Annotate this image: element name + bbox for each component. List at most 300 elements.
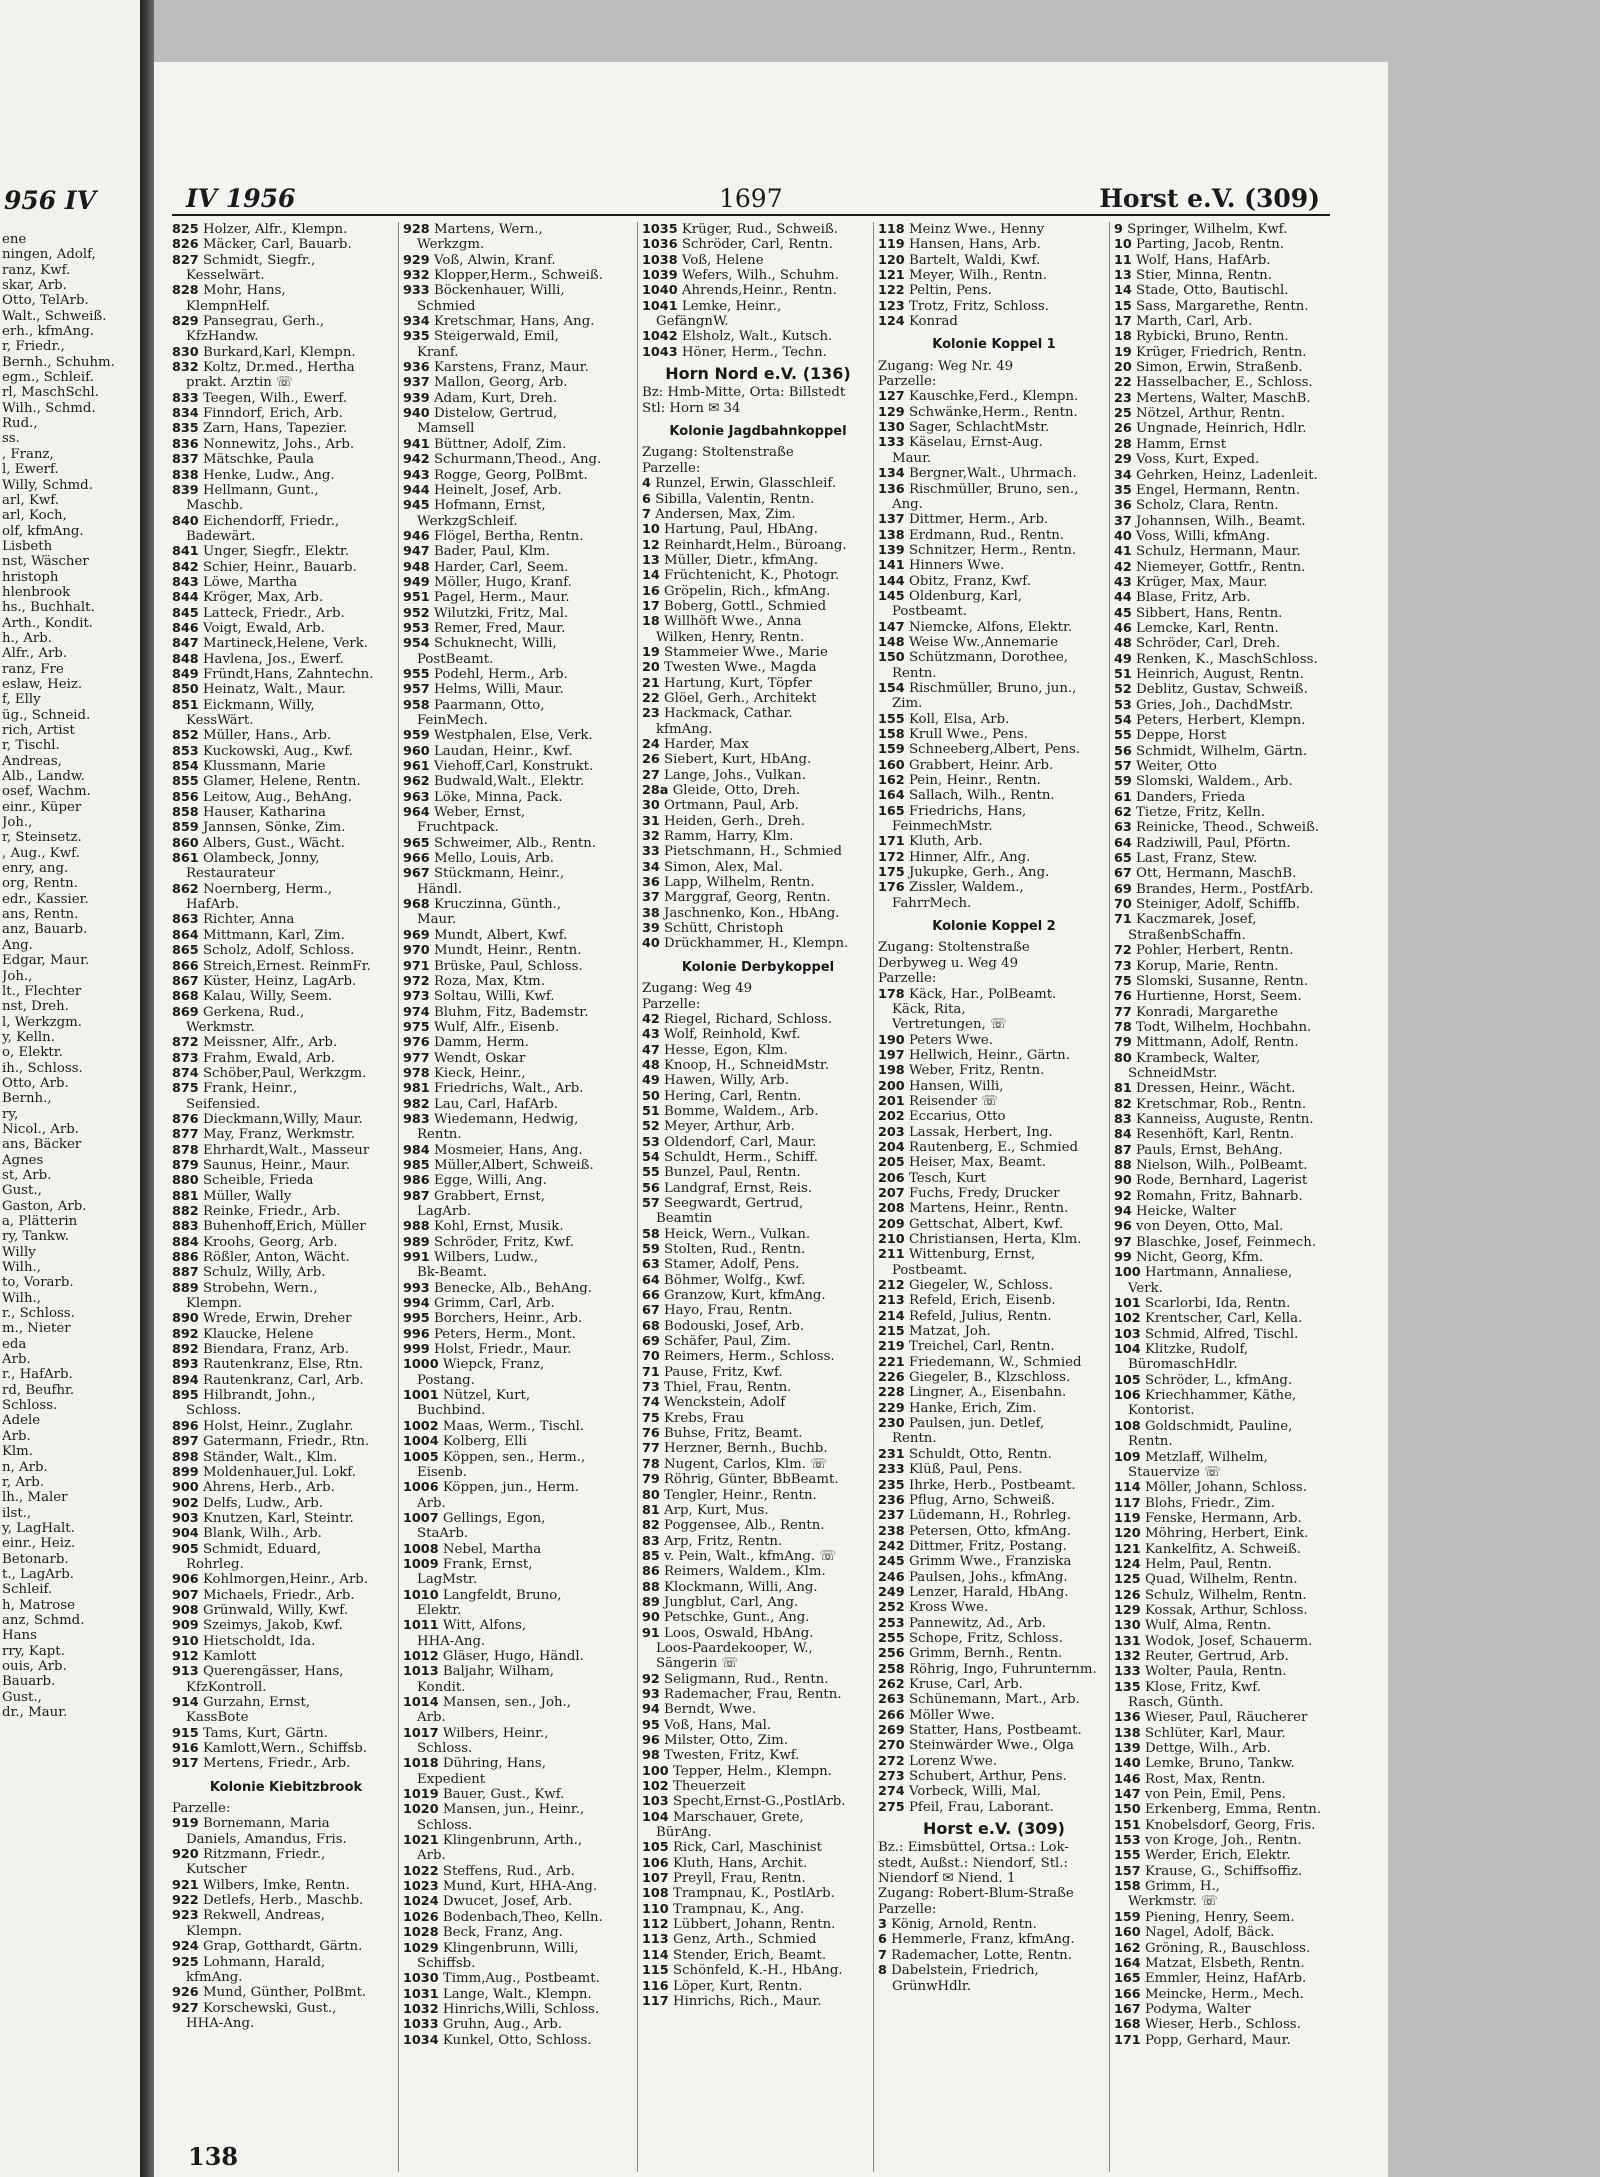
plot-entry [1114,959,1339,974]
plot-number: 53 [642,1134,660,1150]
plot-entry [642,1718,874,1733]
plot-entry [642,844,874,859]
plot-entry [878,1278,1110,1293]
plot-number: 880 [172,1173,199,1189]
plot-entry [172,1878,400,1893]
section-heading: Horn Nord e.V. (136) [665,364,851,384]
tenant-text: Noernberg, Herm., [202,881,332,897]
plot-entry [642,890,874,905]
tenant-text: Hinners Wwe. [908,558,1005,574]
plot-number: 46 [1114,620,1132,636]
plot-number: 948 [403,559,430,575]
plot-entry [172,406,400,421]
tenant-text: Matzat, Joh. [908,1324,991,1340]
plot-entry [1114,1879,1339,1894]
plot-entry [878,1079,1110,1094]
entry-continuation: Rentn. [892,1431,937,1447]
plot-entry [403,1112,638,1127]
tenant-text: May, Franz, Werkmstr. [202,1127,355,1143]
tenant-text: Buhse, Fritz, Beamt. [664,1426,803,1442]
tenant-text: Bornemann, Maria [202,1816,330,1832]
tenant-text: Pflug, Arno, Schweiß. [908,1492,1056,1508]
plot-number: 969 [403,927,430,943]
plot-number: 943 [403,467,430,483]
plot-entry [642,1917,874,1932]
tenant-text: Sallach, Wilh., Rentn. [908,788,1055,804]
plot-entry [172,560,400,575]
plot-entry [403,989,638,1004]
tenant-text: Berndt, Wwe. [664,1702,757,1718]
plot-number: 63 [1114,820,1132,836]
plot-entry [172,468,400,483]
plot-entry [172,483,400,498]
facing-page-line: l, Werkzgm. [2,1014,82,1030]
tenant-text: Havlena, Jos., Ewerf. [202,651,344,667]
entry-continuation: BürAng. [656,1825,712,1841]
tenant-text: Biendara, Franz, Arb. [202,1342,349,1358]
plot-entry [403,1894,638,1909]
plot-entry [1114,1035,1339,1050]
tenant-text: Kamlott,Wern., Schiffsb. [202,1741,368,1757]
plot-entry [878,1186,1110,1201]
tenant-text: Mertens, Friedr., Arb. [202,1756,351,1772]
tenant-text: Rößler, Anton, Wächt. [202,1250,350,1266]
plot-entry [878,620,1110,635]
entry-continuation: Bk-Beamt. [417,1265,487,1281]
plot-entry [642,1027,874,1042]
tenant-text: Renken, K., MaschSchloss. [1136,651,1318,667]
plot-entry [172,1419,400,1434]
plot-entry [172,1618,400,1633]
tenant-text: Rick, Carl, Maschinist [672,1840,822,1856]
facing-page-line: r, Arb. [2,1474,45,1490]
tenant-text: Seegwardt, Gertrud, [664,1195,804,1211]
plot-number: 73 [642,1380,660,1396]
tenant-text: Teegen, Wilh., Ewerf. [202,390,348,406]
plot-number: 263 [878,1692,905,1708]
plot-number: 106 [642,1855,669,1871]
plot-number: 133 [878,435,905,451]
plot-entry [1114,1557,1339,1572]
plot-number: 148 [878,634,905,650]
plot-number: 114 [1114,1480,1141,1496]
tenant-text: Müller, Wally [202,1188,292,1204]
tenant-text: Hofmann, Ernst, [433,498,546,514]
tenant-text: Gröning, R., Bauschloss. [1144,1940,1311,1956]
tenant-text: Lorenz Wwe. [908,1753,997,1769]
tenant-text: Peters, Herm., Mont. [433,1326,576,1342]
plot-number: 82 [642,1518,660,1534]
tenant-text: Lau, Carl, HafArb. [433,1096,559,1112]
plot-number: 100 [1114,1265,1141,1281]
plot-number: 976 [403,1035,430,1051]
tenant-text: Ungnade, Heinrich, Hdlr. [1136,421,1307,437]
facing-page-line: y, LagHalt. [2,1520,75,1536]
plot-number: 86 [642,1564,660,1580]
plot-number: 1013 [403,1664,439,1680]
plot-entry [403,1066,638,1081]
plot-number: 866 [172,958,199,974]
plot-entry [878,650,1110,665]
plot-number: 68 [642,1318,660,1334]
plot-entry [172,989,400,1004]
page-stamp: 138 [188,2142,239,2171]
plot-entry [642,1426,874,1441]
plot-number: 926 [172,1985,199,2001]
tenant-text: Pfeil, Frau, Laborant. [908,1799,1054,1815]
tenant-text: Reinicke, Theod., Schweiß. [1136,820,1320,836]
plot-number: 1038 [642,252,678,268]
plot-entry [642,660,874,675]
plot-number: 945 [403,498,430,514]
plot-number: 61 [1114,789,1132,805]
tenant-text: Riegel, Richard, Schloss. [664,1011,833,1027]
plot-number: 162 [1114,1940,1141,1956]
plot-number: 935 [403,329,430,345]
plot-number: 884 [172,1234,199,1250]
plot-number: 894 [172,1372,199,1388]
plot-number: 13 [642,552,660,568]
entry-continuation: Restaurateur [186,866,275,882]
facing-page-line: osef, Wachm. [2,784,91,800]
entry-continuation: Eisenb. [417,1464,467,1480]
plot-number: 228 [878,1385,905,1401]
tenant-text: Zissler, Waldem., [908,880,1024,896]
facing-page-line: anz, Schmd. [2,1612,85,1628]
section-info-line: Derbyweg u. Weg 49 [878,955,1019,971]
facing-page-line: Arb. [2,1352,31,1368]
plot-entry [878,727,1110,742]
plot-number: 32 [642,829,660,845]
plot-entry [172,1051,400,1066]
plot-number: 971 [403,958,430,974]
entry-continuation: Kondit. [417,1679,466,1695]
plot-entry [642,1288,874,1303]
plot-number: 923 [172,1908,199,1924]
plot-entry [642,522,874,537]
plot-entry [1114,1127,1339,1142]
facing-page-line: Willy [2,1244,36,1260]
tenant-text: Pein, Heinr., Rentn. [908,773,1041,789]
plot-number: 47 [642,1042,660,1058]
tenant-text: Harder, Carl, Seem. [433,559,569,575]
plot-entry [642,237,874,252]
tenant-text: Loos, Oswald, HbAng. [664,1625,814,1641]
plot-entry [642,1687,874,1702]
plot-number: 942 [403,452,430,468]
tenant-text: Reimers, Herm., Schloss. [664,1349,835,1365]
plot-number: 80 [642,1487,660,1503]
plot-number: 166 [1114,1986,1141,2002]
tenant-text: Lange, Johs., Vulkan. [664,767,806,783]
entry-continuation: Verk. [1128,1280,1163,1296]
tenant-text: Martens, Heinr., Rentn. [908,1201,1069,1217]
tenant-text: Kroohs, Georg, Arb. [202,1234,338,1250]
tenant-text: Köppen, sen., Herm., [442,1449,586,1465]
plot-number: 939 [403,390,430,406]
tenant-text: Knobelsdorf, Georg, Fris. [1144,1817,1316,1833]
plot-number: 1042 [642,329,678,345]
plot-entry [403,866,638,881]
plot-number: 97 [1114,1234,1132,1250]
plot-entry [1114,1327,1339,1342]
tenant-text: von Kroge, Joh., Rentn. [1144,1833,1302,1849]
entry-continuation: PostBeamt. [417,651,494,667]
entry-continuation: Postbeamt. [892,1262,968,1278]
plot-entry [403,1158,638,1173]
plot-number: 50 [642,1088,660,1104]
plot-number: 249 [878,1584,905,1600]
plot-entry [642,1672,874,1687]
plot-entry [1114,1572,1339,1587]
plot-number: 848 [172,651,199,667]
tenant-text: Leitow, Aug., BehAng. [202,789,352,805]
plot-number: 1012 [403,1648,439,1664]
plot-number: 1029 [403,1940,439,1956]
plot-number: 974 [403,1004,430,1020]
plot-number: 22 [642,690,660,706]
plot-number: 160 [1114,1925,1141,1941]
plot-number: 873 [172,1050,199,1066]
tenant-text: Erdmann, Rud., Rentn. [908,527,1064,543]
facing-page-line: , Franz, [2,446,54,462]
plot-number: 1005 [403,1449,439,1465]
tenant-text: Distelow, Gertrud, [433,406,558,422]
facing-page-line: ranz, Kwf. [2,262,71,278]
tenant-text: Wieser, Paul, Räucherer [1144,1710,1308,1726]
plot-entry [172,283,400,298]
plot-number: 67 [1114,866,1132,882]
plot-entry [878,1416,1110,1431]
plot-number: 57 [1114,759,1132,775]
plot-number: 138 [1114,1725,1141,1741]
plot-number: 961 [403,759,430,775]
plot-entry [172,437,400,452]
tenant-text: Albers, Gust., Wächt. [202,835,345,851]
plot-number: 90 [642,1610,660,1626]
plot-entry [1114,345,1339,360]
tenant-text: Konradi, Margarethe [1136,1004,1279,1020]
facing-page-line: ans, Bäcker [2,1137,82,1153]
tenant-text: Slomski, Waldem., Arb. [1136,774,1293,790]
plot-number: 941 [403,436,430,452]
plot-number: 889 [172,1280,199,1296]
facing-page-line: einr., Heiz. [2,1536,76,1552]
tenant-text: Scholz, Clara, Rentn. [1136,498,1279,514]
plot-entry [403,1756,638,1771]
tenant-text: Hurtienne, Horst, Seem. [1136,989,1302,1005]
plot-entry [1114,283,1339,298]
plot-number: 896 [172,1418,199,1434]
tenant-text: Nugent, Carlos, Klm. ☏ [664,1456,827,1472]
facing-page-line: olf, kfmAng. [2,523,84,539]
plot-entry [403,1588,638,1603]
tenant-text: Springer, Wilhelm, Kwf. [1127,222,1288,237]
plot-number: 120 [878,252,905,268]
plot-entry [642,921,874,936]
plot-number: 275 [878,1799,905,1815]
tenant-text: Friedrichs, Hans, [908,803,1027,819]
plot-number: 933 [403,283,430,299]
tenant-text: Kossak, Arthur, Schloss. [1144,1602,1308,1618]
facing-page-line: Bernh., [2,1091,52,1107]
plot-entry [1114,1818,1339,1833]
plot-number: 978 [403,1065,430,1081]
tenant-text: Rischmüller, Bruno, sen., [908,481,1079,497]
tenant-text: Voß, Hans, Mal. [664,1717,772,1733]
plot-number: 54 [1114,713,1132,728]
plot-entry [403,329,638,344]
plot-entry [1114,652,1339,667]
plot-entry [403,575,638,590]
plot-number: 14 [642,568,660,584]
plot-entry [878,1800,1110,1815]
plot-entry [1114,912,1339,927]
plot-number: 105 [642,1840,669,1856]
plot-number: 28 [1114,436,1132,452]
tenant-text: Ott, Hermann, MaschB. [1136,866,1297,882]
plot-number: 176 [878,880,905,896]
tenant-text: Kuckowski, Aug., Kwf. [202,743,353,759]
facing-page-line: r, Tischl. [2,738,60,754]
plot-number: 1022 [403,1863,439,1879]
tenant-text: Brandes, Herm., PostfArb. [1136,881,1314,897]
tenant-text: Holst, Friedr., Maur. [433,1342,572,1358]
plot-entry [403,959,638,974]
tenant-text: Glöel, Gerh., Architekt [664,690,817,706]
tenant-text: Christiansen, Herta, Klm. [908,1232,1082,1247]
plot-entry [403,253,638,268]
tenant-text: Schubert, Arthur, Pens. [908,1769,1067,1785]
tenant-text: Voß, Helene [681,252,764,268]
plot-number: 924 [172,1939,199,1955]
plot-entry [403,222,638,237]
tenant-text: Schäfer, Paul, Zim. [664,1334,792,1350]
tenant-text: Schmid, Alfred, Tischl. [1144,1326,1299,1342]
plot-entry [1114,636,1339,651]
plot-entry [1114,329,1339,344]
plot-number: 165 [1114,1971,1141,1987]
plot-entry [172,1572,400,1587]
plot-entry [403,1864,638,1879]
plot-number: 274 [878,1784,905,1800]
tenant-text: Bodenbach,Theo, Kelln. [442,1909,603,1925]
plot-number: 165 [878,803,905,819]
plot-number: 874 [172,1065,199,1081]
plot-number: 860 [172,835,199,851]
plot-entry [878,834,1110,849]
plot-number: 1019 [403,1787,439,1803]
facing-page-line: üg., Schneid. [2,707,91,723]
plot-entry [1114,667,1339,682]
plot-entry [642,1871,874,1886]
plot-number: 1043 [642,344,678,360]
section-info-line: Zugang: Robert-Blum-Straße [878,1886,1074,1902]
plot-entry [878,1355,1110,1370]
plot-number: 902 [172,1495,199,1511]
plot-entry [172,253,400,268]
tenant-text: Mund, Kurt, HHA-Ang. [442,1879,598,1895]
tenant-text: Egge, Willi, Ang. [433,1173,547,1189]
plot-number: 886 [172,1250,199,1266]
plot-number: 108 [1114,1418,1141,1434]
entry-continuation: Rentn. [892,665,937,681]
plot-entry [403,406,638,421]
tenant-text: Mäcker, Carl, Bauarb. [202,237,352,253]
tenant-text: Marth, Carl, Arb. [1136,314,1253,330]
plot-number: 81 [642,1502,660,1518]
plot-number: 957 [403,682,430,698]
plot-number: 85 [642,1548,660,1564]
plot-number: 48 [642,1057,660,1073]
tenant-text: Giegeler, W., Schloss. [908,1278,1053,1294]
plot-entry [172,1173,400,1188]
plot-entry [642,1534,874,1549]
plot-entry [403,1511,638,1526]
plot-entry [1114,1787,1339,1802]
facing-page-line: ans, Rentn. [2,907,79,923]
tenant-text: Klingenbrunn, Willi, [442,1940,579,1956]
tenant-text: Mansen, jun., Heinr., [442,1802,585,1818]
tenant-text: Resenhöft, Karl, Rentn. [1136,1127,1294,1143]
tenant-text: Heinatz, Walt., Maur. [202,682,346,698]
tenant-text: Bunzel, Paul, Rentn. [664,1165,801,1181]
plot-entry [878,1201,1110,1216]
tenant-text: Schröder, Carl, Dreh. [1136,636,1281,652]
plot-number: 999 [403,1342,430,1358]
entry-continuation: Maur. [417,912,457,928]
plot-entry [642,1135,874,1150]
plot-number: 37 [642,890,660,906]
plot-number: 64 [1114,835,1132,851]
tenant-text: Blohs, Friedr., Zim. [1144,1495,1275,1511]
plot-number: 132 [1114,1648,1141,1664]
tenant-text: Grap, Gotthardt, Gärtn. [202,1939,363,1955]
plot-number: 48 [1114,636,1132,652]
plot-entry [642,568,874,583]
book-gutter [140,0,154,2177]
tenant-text: Röhrig, Ingo, Fuhrunternm. [908,1661,1097,1677]
tenant-text: Klopper,Herm., Schweiß. [433,268,604,284]
plot-entry [1114,1250,1339,1265]
tenant-text: Hawen, Willy, Arb. [664,1073,789,1089]
plot-entry [172,959,400,974]
tenant-text: Gettschat, Albert, Kwf. [908,1216,1064,1232]
plot-entry [878,1293,1110,1308]
plot-entry [172,1649,400,1664]
plot-number: 854 [172,759,199,775]
facing-page-line: Schleif. [2,1582,53,1598]
plot-entry [1114,820,1339,835]
tenant-text: Wittenburg, Ernst, [908,1247,1036,1263]
tenant-text: Paarmann, Otto, [433,697,545,713]
plot-number: 122 [878,283,905,299]
plot-number: 67 [642,1303,660,1319]
section-info-line: Parzelle: [878,971,937,987]
tenant-text: Blank, Wilh., Arb. [202,1526,322,1542]
tenant-text: Pagel, Herm., Maur. [433,590,570,606]
plot-entry [878,1646,1110,1661]
tenant-text: Schuldt, Herm., Schiff. [664,1149,818,1165]
tenant-text: Schweimer, Alb., Rentn. [433,835,597,851]
plot-number: 836 [172,436,199,452]
plot-entry [878,1232,1110,1247]
section-info-line: Zugang: Weg 49 [642,981,753,997]
tenant-text: Schneeberg,Albert, Pens. [908,742,1081,758]
tenant-text: Marschauer, Grete, [672,1809,804,1825]
plot-entry [403,314,638,329]
plot-entry [878,1708,1110,1723]
